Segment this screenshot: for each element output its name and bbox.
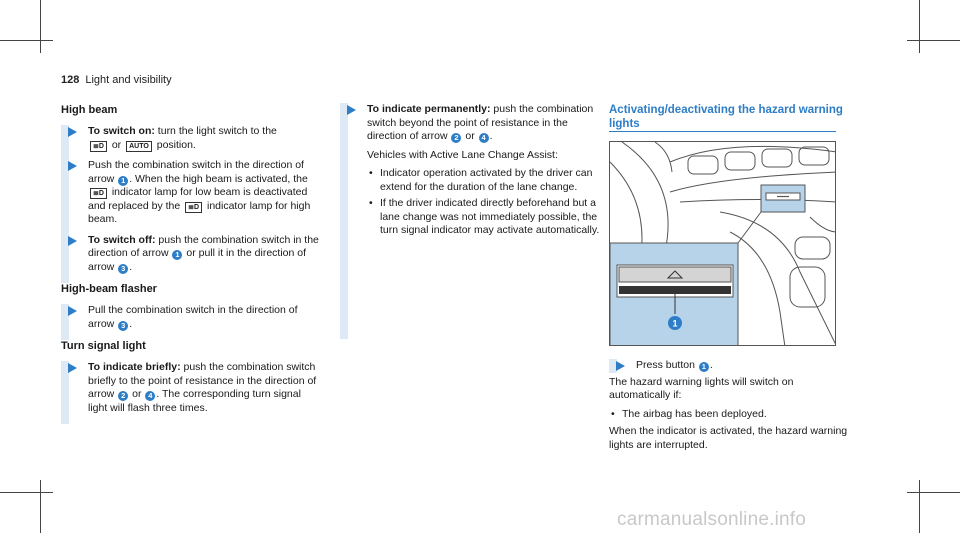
- step-label: To switch off:: [88, 233, 156, 246]
- step-text: indicator lamp for high beam.: [88, 199, 311, 225]
- bullet-item: • Indicator operation activated by the driver can extend for the duration of the lane change.: [367, 167, 602, 194]
- step-text: . When the high beam is activated, the: [129, 172, 308, 185]
- column-right-lower: [609, 359, 849, 457]
- step-indicate-permanently: [340, 103, 602, 243]
- high-beam-icon: ≣D: [185, 202, 202, 213]
- interrupt-text: When the indicator is activated, the hazard warning lights are interrupted.: [609, 425, 848, 451]
- step-text: .: [129, 317, 133, 330]
- arrow-icon: [616, 361, 625, 371]
- crop-mark: [907, 40, 960, 41]
- crop-mark: [907, 492, 960, 493]
- dashboard-drawing: [610, 142, 836, 346]
- arrow-icon: [68, 127, 77, 137]
- page-number: 128: [61, 74, 80, 86]
- step-text: or: [108, 138, 125, 151]
- watermark: carmanualsonline.info: [617, 509, 807, 530]
- step-label: To indicate permanently:: [367, 103, 491, 115]
- crop-mark: [919, 0, 920, 53]
- section-title: Light and visibility: [85, 74, 172, 86]
- step-text: or: [129, 388, 145, 400]
- column-middle: [340, 103, 602, 250]
- section-heading-hazard: Activating/deactivating the hazard warning lights: [609, 104, 843, 130]
- page-header: [61, 74, 172, 86]
- arrow-icon: [68, 363, 77, 373]
- crop-mark: [40, 480, 41, 533]
- step-text: push the combination switch beyond the point of resistance in the direction of arrow: [367, 103, 594, 142]
- step-text: Press button: [636, 359, 698, 371]
- column-left: [61, 103, 323, 422]
- callout-4: 4: [145, 391, 155, 401]
- crop-mark: [0, 40, 53, 41]
- step-label: To switch on:: [88, 125, 155, 137]
- low-beam-icon: ≣D: [90, 141, 107, 152]
- step-text: Push the combination switch in the direction of arrow: [88, 159, 304, 185]
- crop-mark: [919, 480, 920, 533]
- column-right: [609, 103, 843, 131]
- callout-1: 1: [118, 176, 128, 186]
- step-indicate-briefly: [61, 361, 323, 415]
- step-text: push the combination switch in the direction of arrow: [88, 233, 319, 259]
- low-beam-icon: ≣D: [90, 188, 107, 199]
- heading-turn-signal: Turn signal light: [61, 340, 146, 352]
- arrow-icon: [347, 105, 356, 115]
- step-text: or pull it in the direction of arrow: [88, 247, 307, 273]
- crop-mark: [0, 492, 53, 493]
- heading-high-beam: High beam: [61, 104, 118, 116]
- heading-underline: [609, 131, 836, 132]
- step-switch-on: [61, 125, 323, 152]
- callout-1: 1: [172, 250, 182, 260]
- crop-mark: [40, 0, 41, 53]
- step-text: indicator lamp for low beam is deactivated and replaced by the: [88, 186, 308, 212]
- step-text: Pull the combination switch in the direction of arrow: [88, 304, 298, 330]
- callout-2: 2: [118, 391, 128, 401]
- heading-flasher: High-beam flasher: [61, 283, 157, 295]
- callout-3: 3: [118, 264, 128, 274]
- hazard-button-illustration: [609, 141, 836, 346]
- step-text: turn the light switch to the: [154, 125, 277, 137]
- arrow-icon: [68, 236, 77, 246]
- figure-callout-1: 1: [672, 318, 678, 329]
- step-text: push the combination switch briefly to the point of resistance in the direction of arrow: [88, 361, 317, 400]
- step-text: . The corresponding turn signal light will flash three times.: [88, 388, 301, 414]
- step-press-button: [609, 359, 849, 373]
- callout-3: 3: [118, 321, 128, 331]
- step-switch-off: [61, 234, 323, 275]
- arrow-icon: [68, 306, 77, 316]
- step-text: or: [462, 130, 478, 142]
- bullet-item: • If the driver indicated directly beforehand but a lane change was not immediately possible, the turn signal indicator may activate automatically.: [367, 197, 602, 238]
- callout-2: 2: [451, 133, 461, 143]
- step-bar: [340, 103, 348, 339]
- step-flasher: [61, 304, 323, 331]
- assist-intro: Vehicles with Active Lane Change Assist:: [367, 148, 558, 161]
- arrow-icon: [68, 161, 77, 171]
- step-push-combination: [61, 159, 323, 227]
- step-text: .: [129, 260, 133, 273]
- step-label: To indicate briefly:: [88, 361, 181, 373]
- callout-1: 1: [699, 362, 709, 372]
- callout-4: 4: [479, 133, 489, 143]
- step-text: position.: [153, 138, 196, 151]
- step-text: .: [709, 359, 713, 371]
- auto-light-icon: AUTO: [126, 141, 152, 152]
- bullet-item: • The airbag has been deployed.: [609, 408, 849, 422]
- step-text: .: [489, 130, 493, 142]
- auto-text: The hazard warning lights will switch on automatically if:: [609, 375, 794, 401]
